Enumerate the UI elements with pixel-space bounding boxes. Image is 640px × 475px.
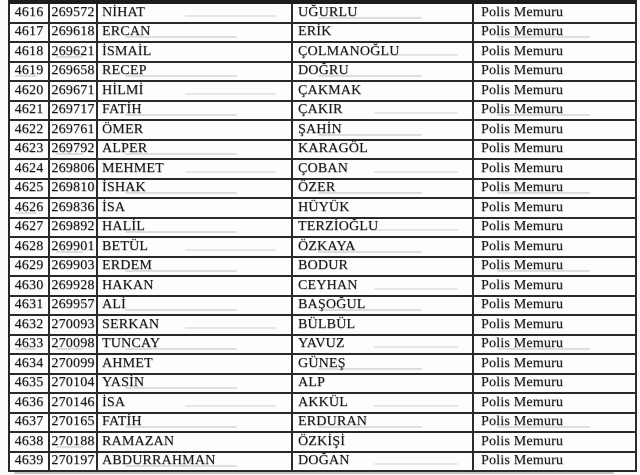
first-name-cell: İSA — [98, 199, 293, 217]
row-number-cell: 4637 — [10, 414, 50, 432]
registry-number-cell: 269810 — [50, 180, 98, 198]
first-name-cell: İSMAİL — [98, 43, 293, 61]
title-cell: Polis Memuru — [474, 258, 635, 276]
last-name-cell: BODUR — [293, 258, 474, 276]
table-row — [10, 63, 635, 83]
title-cell: Polis Memuru — [481, 277, 564, 293]
table-row — [10, 141, 635, 161]
row-number-cell: 4620 — [10, 82, 50, 100]
registry-number-cell: 270165 — [50, 414, 98, 432]
table-row — [10, 180, 635, 200]
last-name-cell: ÇAKMAK — [293, 82, 474, 100]
first-name-cell: HALİL — [98, 219, 293, 237]
registry-number-cell: 270188 — [50, 433, 98, 451]
last-name-cell: DOĞAN — [293, 453, 474, 471]
registry-number-cell: 269671 — [50, 82, 98, 100]
table-row — [10, 121, 635, 141]
last-name-cell: UĞURLU — [293, 4, 474, 22]
title-cell: Polis Memuru — [481, 199, 564, 215]
last-name-cell: ÇOBAN — [293, 160, 474, 178]
table-row — [10, 199, 635, 219]
table-row — [10, 375, 635, 395]
first-name-cell: HAKAN — [98, 277, 293, 295]
row-number-cell: 4628 — [10, 238, 50, 256]
last-name-cell: GÜNEŞ — [293, 355, 474, 373]
table-row — [10, 336, 635, 356]
last-name-cell: ERDURAN — [293, 414, 474, 432]
first-name-cell: SERKAN — [98, 316, 293, 334]
table-row — [10, 277, 635, 297]
table-row — [10, 238, 635, 258]
last-name-cell: BÜLBÜL — [293, 316, 474, 334]
row-number-cell: 4616 — [10, 4, 50, 22]
first-name-cell: ERDEM — [98, 258, 293, 276]
title-cell: Polis Memuru — [481, 43, 564, 59]
table-row — [10, 102, 635, 122]
first-name-cell: İSHAK — [98, 180, 293, 198]
row-number-cell: 4619 — [10, 63, 50, 81]
row-number-cell: 4633 — [10, 336, 50, 354]
last-name-cell: AKKÜL — [293, 394, 474, 412]
registry-number-cell: 270197 — [50, 453, 98, 471]
table-row — [10, 4, 635, 24]
last-name-cell: TERZİOĞLU — [293, 219, 474, 237]
row-number-cell: 4617 — [10, 24, 50, 42]
row-number-cell: 4629 — [10, 258, 50, 276]
table-row — [10, 394, 635, 414]
last-name-cell: DOĞRU — [293, 63, 474, 81]
row-number-cell: 4634 — [10, 355, 50, 373]
title-cell: Polis Memuru — [481, 160, 564, 176]
title-cell: Polis Memuru — [474, 24, 635, 42]
first-name-cell: ALPER — [98, 141, 293, 159]
registry-number-cell: 269761 — [50, 121, 98, 139]
registry-number-cell: 269621 — [50, 43, 98, 61]
table-row — [10, 24, 635, 44]
row-number-cell: 4635 — [10, 375, 50, 393]
row-number-cell: 4627 — [10, 219, 50, 237]
table-row — [10, 355, 635, 375]
title-cell: Polis Memuru — [481, 355, 564, 371]
row-number-cell: 4636 — [10, 394, 50, 412]
first-name-cell: FATİH — [98, 102, 293, 120]
last-name-cell: ÖZER — [293, 180, 474, 198]
last-name-cell: ÖZKAYA — [293, 238, 474, 256]
title-cell: Polis Memuru — [481, 433, 564, 449]
row-number-cell: 4625 — [10, 180, 50, 198]
last-name-cell: BAŞOĞUL — [293, 297, 474, 315]
last-name-cell: ÇOLMANOĞLU — [293, 43, 474, 61]
first-name-cell: AHMET — [98, 355, 293, 373]
registry-number-cell: 269836 — [50, 199, 98, 217]
first-name-cell: RAMAZAN — [98, 433, 293, 451]
last-name-cell: YAVUZ — [293, 336, 474, 354]
row-number-cell: 4638 — [10, 433, 50, 451]
title-cell: Polis Memuru — [481, 141, 564, 157]
registry-number-cell: 269892 — [50, 219, 98, 237]
row-number-cell: 4626 — [10, 199, 50, 217]
table-row — [10, 82, 635, 102]
title-cell: Polis Memuru — [481, 316, 564, 332]
personnel-table — [8, 0, 637, 472]
first-name-cell: ALİ — [98, 297, 293, 315]
row-number-cell: 4639 — [10, 453, 50, 471]
registry-number-cell: 269792 — [50, 141, 98, 159]
table-row — [10, 414, 635, 434]
row-number-cell: 4622 — [10, 121, 50, 139]
title-cell: Polis Memuru — [481, 375, 564, 391]
title-cell: Polis Memuru — [481, 82, 564, 98]
first-name-cell: ABDURRAHMAN — [98, 453, 293, 471]
registry-number-cell: 269901 — [50, 238, 98, 256]
title-cell: Polis Memuru — [481, 121, 564, 137]
registry-number-cell: 270146 — [50, 394, 98, 412]
last-name-cell: KARAGÖL — [293, 141, 474, 159]
table-row — [10, 316, 635, 336]
table-row — [10, 43, 635, 63]
title-cell: Polis Memuru — [481, 394, 564, 410]
first-name-cell: NİHAT — [98, 4, 293, 22]
row-number-cell: 4631 — [10, 297, 50, 315]
title-cell: Polis Memuru — [474, 102, 635, 120]
title-cell: Polis Memuru — [474, 414, 635, 432]
registry-number-cell: 269658 — [50, 63, 98, 81]
row-number-cell: 4621 — [10, 102, 50, 120]
registry-number-cell: 269903 — [50, 258, 98, 276]
registry-number-cell: 269717 — [50, 102, 98, 120]
title-cell: Polis Memuru — [481, 453, 564, 469]
title-cell: Polis Memuru — [481, 63, 564, 79]
registry-number-cell: 269928 — [50, 277, 98, 295]
last-name-cell: ÇAKIR — [293, 102, 474, 120]
title-cell: Polis Memuru — [481, 297, 564, 313]
last-name-cell: CEYHAN — [293, 277, 474, 295]
registry-number-cell: 269957 — [50, 297, 98, 315]
table-row — [10, 297, 635, 317]
registry-number-cell: 269572 — [50, 4, 98, 22]
title-cell: Polis Memuru — [481, 219, 564, 235]
first-name-cell: ERCAN — [98, 24, 293, 42]
last-name-cell: ALP — [293, 375, 474, 393]
first-name-cell: MEHMET — [98, 160, 293, 178]
registry-number-cell: 269618 — [50, 24, 98, 42]
registry-number-cell: 270104 — [50, 375, 98, 393]
first-name-cell: YASİN — [98, 375, 293, 393]
row-number-cell: 4632 — [10, 316, 50, 334]
first-name-cell: BETÜL — [98, 238, 293, 256]
registry-number-cell: 269806 — [50, 160, 98, 178]
first-name-cell: RECEP — [98, 63, 293, 81]
registry-number-cell: 270093 — [50, 316, 98, 334]
row-number-cell: 4624 — [10, 160, 50, 178]
title-cell: Polis Memuru — [474, 180, 635, 198]
table-row — [10, 453, 635, 473]
table-row — [10, 433, 635, 453]
last-name-cell: ŞAHİN — [293, 121, 474, 139]
registry-number-cell: 270099 — [50, 355, 98, 373]
row-number-cell: 4630 — [10, 277, 50, 295]
first-name-cell: İSA — [98, 394, 293, 412]
first-name-cell: FATİH — [98, 414, 293, 432]
row-number-cell: 4623 — [10, 141, 50, 159]
title-cell: Polis Memuru — [481, 238, 564, 254]
scan-artifact — [14, 472, 614, 474]
last-name-cell: ERİK — [293, 24, 474, 42]
first-name-cell: TUNCAY — [98, 336, 293, 354]
registry-number-cell: 270098 — [50, 336, 98, 354]
title-cell: Polis Memuru — [474, 336, 635, 354]
last-name-cell: HÜYÜK — [293, 199, 474, 217]
table-row — [10, 258, 635, 278]
title-cell: Polis Memuru — [481, 4, 564, 20]
first-name-cell: HİLMİ — [98, 82, 293, 100]
table-row — [10, 219, 635, 239]
first-name-cell: ÖMER — [98, 121, 293, 139]
last-name-cell: ÖZKİŞİ — [293, 433, 474, 451]
row-number-cell: 4618 — [10, 43, 50, 61]
table-row — [10, 160, 635, 180]
